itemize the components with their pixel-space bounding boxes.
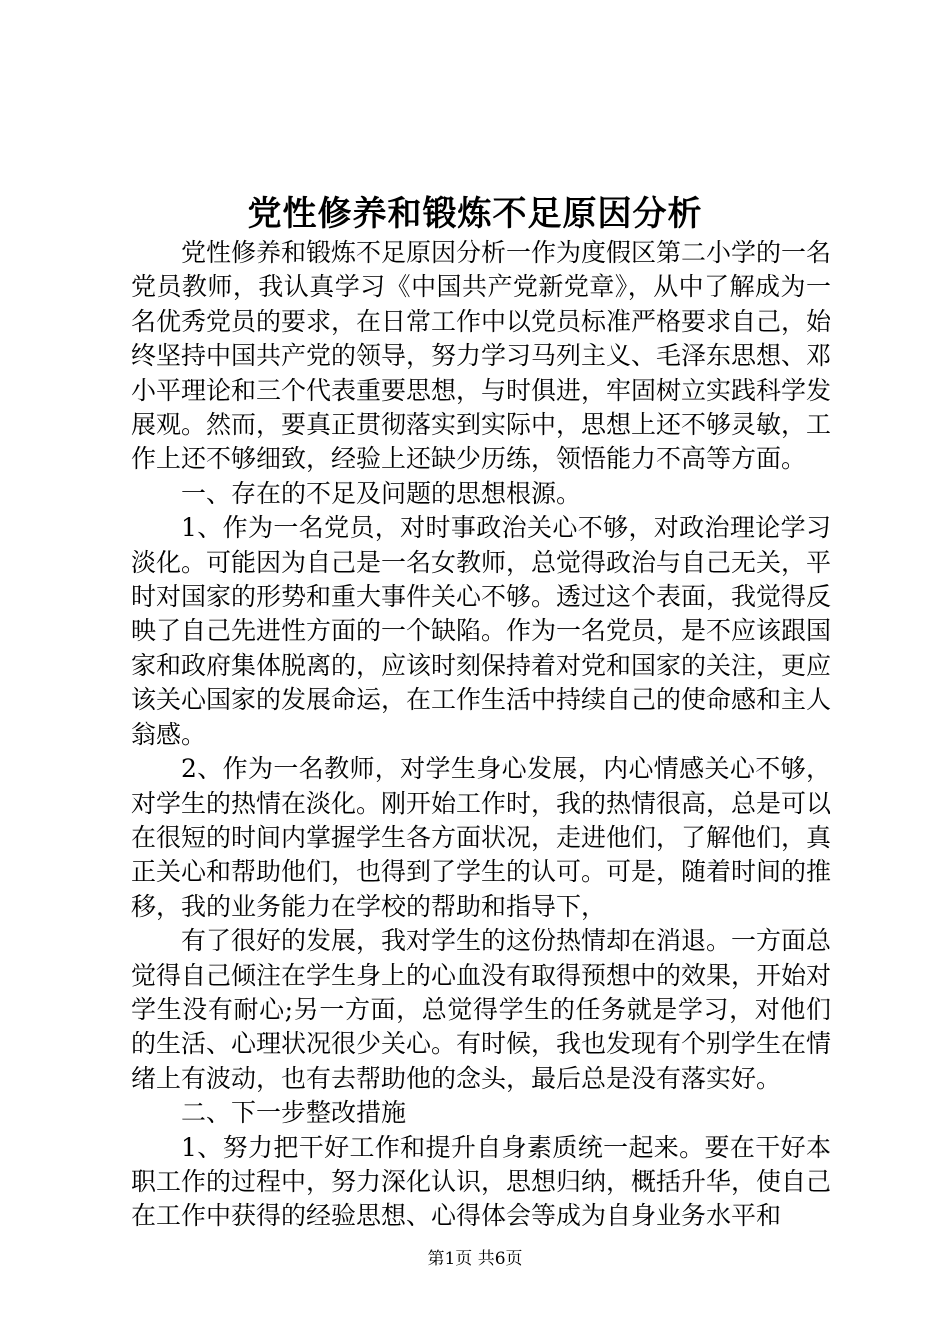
paragraph-measure-1: 1、努力把干好工作和提升自身素质统一起来。要在干好本职工作的过程中，努力深化认识，思想归纳，概括升华，使自己在工作中获得的经验思想、心得体会等成为自身业务水平和 (131, 1132, 832, 1231)
paragraph-continued: 有了很好的发展，我对学生的这份热情却在消退。一方面总觉得自己倾注在学生身上的心血没有取得预想中的效果，开始对学生没有耐心;另一方面，总觉得学生的任务就是学习，对他们的生活、心理状况很少关心。有时候，我也发现有个别学生在情绪上有波动，也有去帮助他的念头，最后总是没有落实好。 (131, 926, 832, 1093)
document-body (131, 236, 831, 1234)
section-heading-1: 一、存在的不足及问题的思想根源。 (181, 478, 582, 508)
paragraph-intro: 党性修养和锻炼不足原因分析一作为度假区第二小学的一名党员教师，我认真学习《中国共产党新党章》，从中了解成为一名优秀党员的要求，在日常工作中以党员标准严格要求自己，始终坚持中国共产党的领导，努力学习马列主义、毛泽东思想、邓小平理论和三个代表重要思想，与时俱进，牢固树立实践科学发展观。然而，要真正贯彻落实到实际中，思想上还不够灵敏，工作上还不够细致，经验上还缺少历练，领悟能力不高等方面。 (131, 238, 832, 474)
paragraph-item-1: 1、作为一名党员，对时事政治关心不够，对政治理论学习淡化。可能因为自己是一名女教师，总觉得政治与自己无关，平时对国家的形势和重大事件关心不够。透过这个表面，我觉得反映了自己先进性方面的一个缺陷。作为一名党员，是不应该跟国家和政府集体脱离的，应该时刻保持着对党和国家的关注，更应该关心国家的发展命运，在工作生活中持续自己的使命感和主人翁感。 (131, 513, 832, 749)
paragraph-item-2: 2、作为一名教师，对学生身心发展，内心情感关心不够，对学生的热情在淡化。刚开始工作时，我的热情很高，总是可以在很短的时间内掌握学生各方面状况，走进他们，了解他们，真正关心和帮助他们，也得到了学生的认可。可是，随着时间的推移，我的业务能力在学校的帮助和指导下， (131, 754, 832, 921)
document-title: 党性修养和锻炼不足原因分析 (247, 194, 703, 234)
section-heading-2: 二、下一步整改措施 (181, 1098, 407, 1128)
page-footer: 第1页 共6页 (427, 1249, 523, 1269)
